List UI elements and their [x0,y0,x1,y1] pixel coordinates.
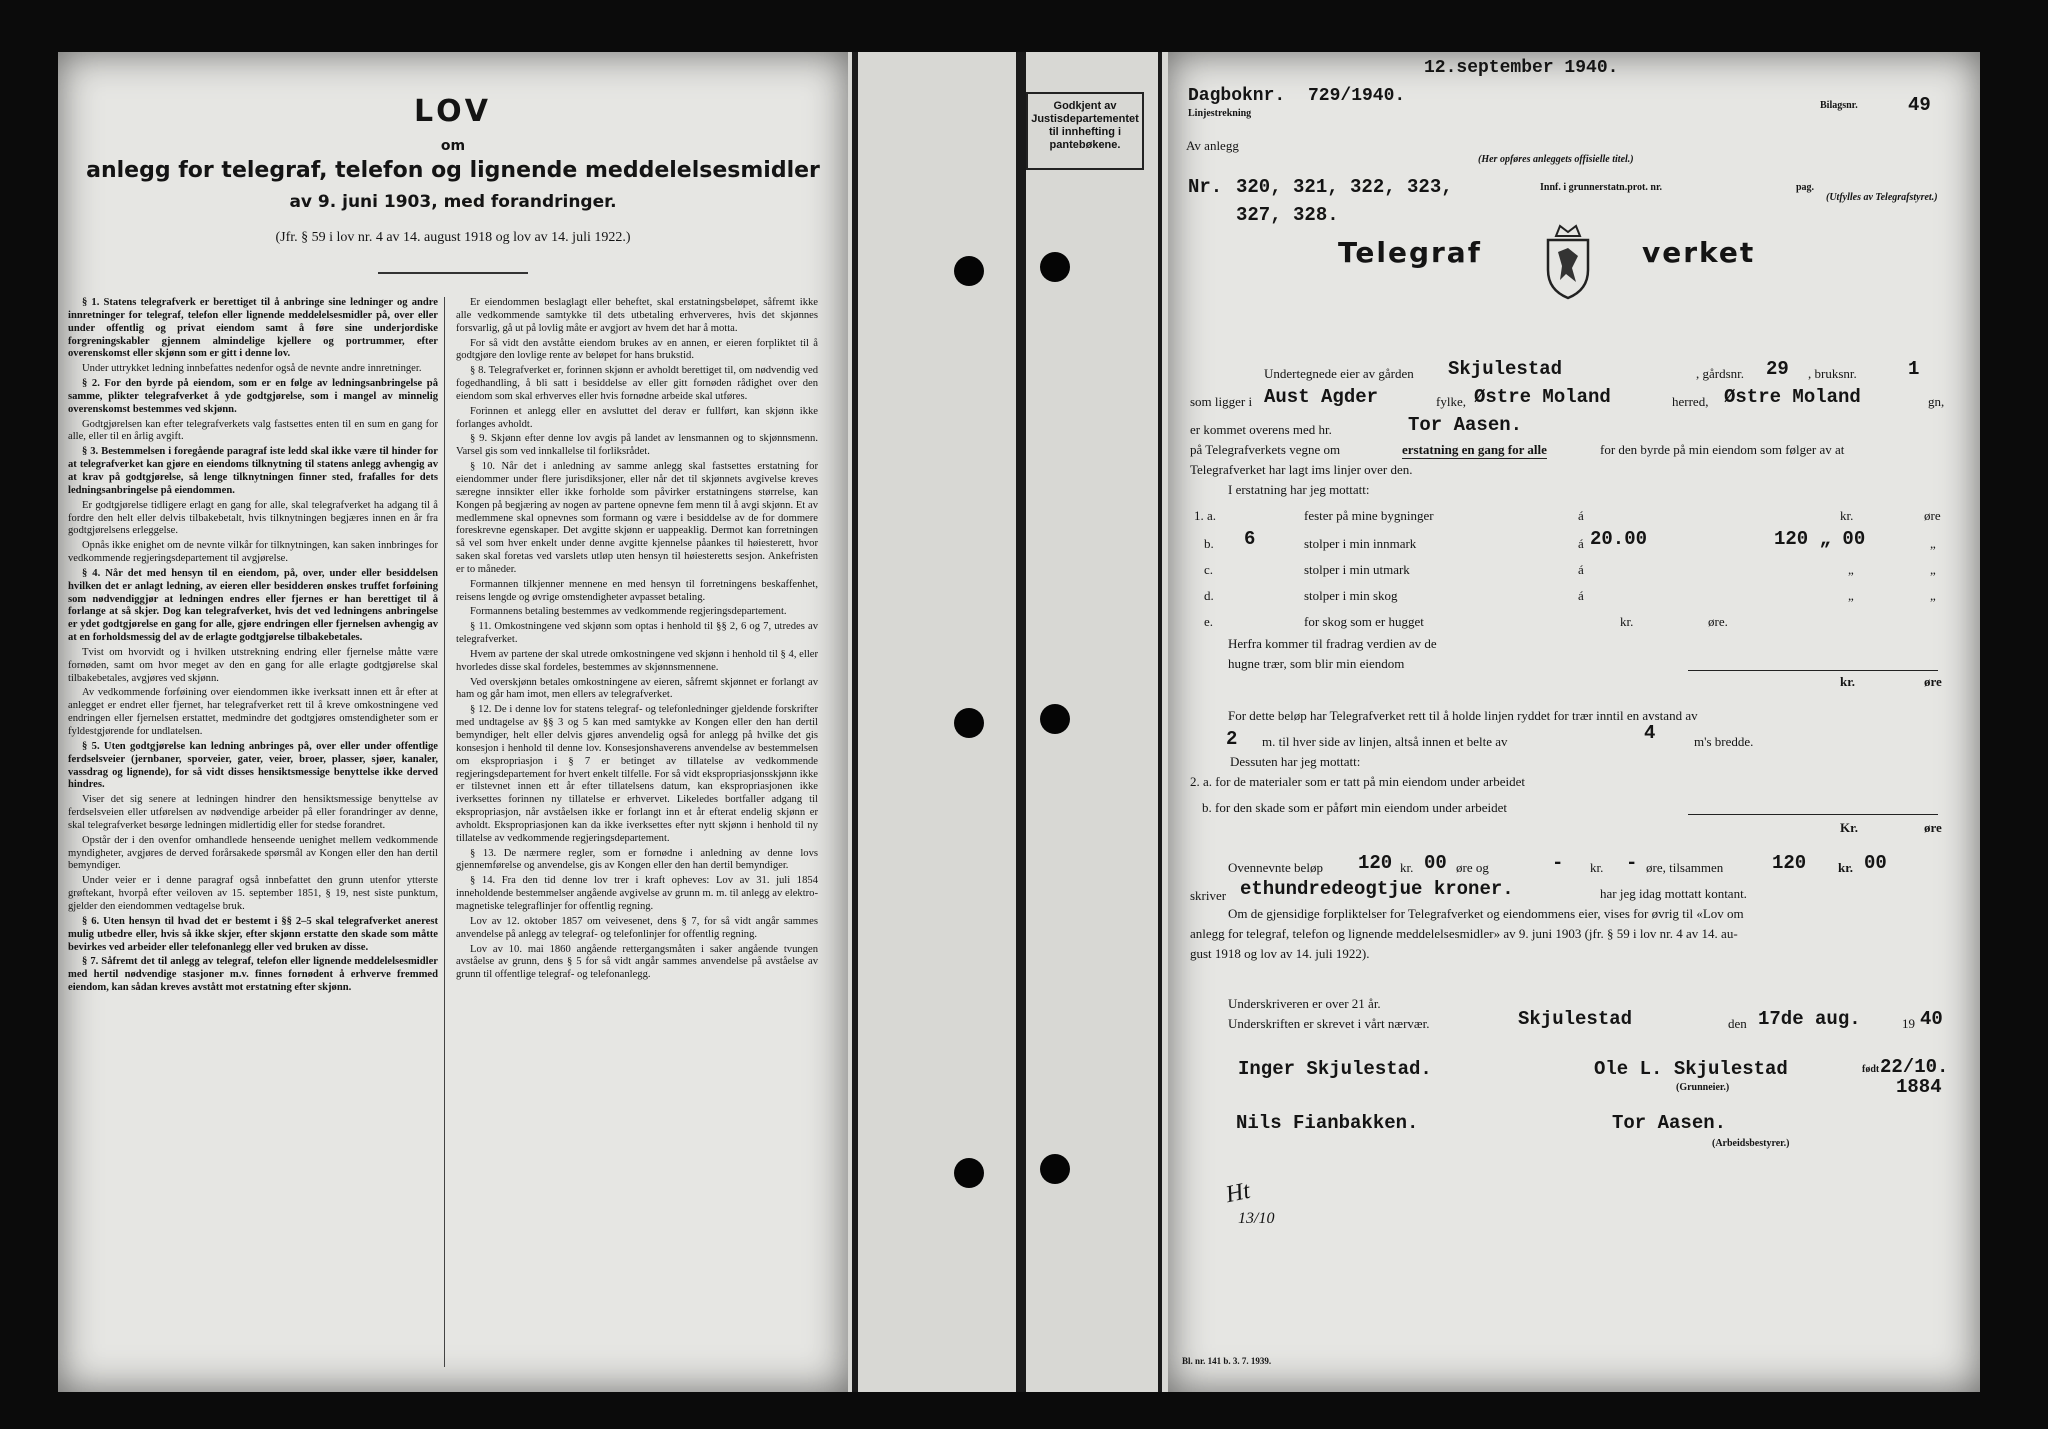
item-2b: b. for den skade som er påført min eiendom under arbeidet [1202,800,1508,815]
kr-label-a: kr. [1840,674,1856,689]
heading-telegraf: Telegraf [1338,236,1482,269]
law-paragraph: § 2. For den byrde på eiendom, som er en følge av ledningsanbringelse på samme, plikter telegrafverket å yde godtgjørelse, som i mangel av minnelig overenskomst bestemmes ved skjønn. [68,378,438,415]
kr-label-2: kr. [1590,860,1604,875]
law-paragraph: Formannens betaling bestemmes av vedkommende regjeringsdepartement. [470,606,787,618]
binding-hole [1040,704,1070,734]
herred-value-1: Østre Moland [1474,386,1611,408]
erstatning-label: I erstatning har jeg mottatt: [1228,482,1370,497]
binding-hole [1040,1154,1070,1184]
coat-of-arms-icon [1538,222,1598,302]
byrde-text: for den byrde på min eiendom som følger av at [1600,442,1845,457]
year-suffix: 40 [1920,1008,1943,1030]
document-date: 12.september 1940. [1424,58,1619,78]
law-paragraph: § 9. Skjønn efter denne lov avgis på landet av lensmannen og to skjønnsmenn. Varsel gis som ved innkallelse til forliksrådet. [456,433,818,458]
law-paragraph: Forinnen et anlegg eller en avsluttet del derav er fullført, kan skjønn ikke forlanges avholdt. [456,405,818,430]
law-paragraph: Opnås ikke enighet om de nevnte vilkår for tilknytningen, kan saken innbringes for vedkommende regjeringsdepartement til avgjørelse. [68,540,438,565]
law-paragraph: § 12. De i denne lov for statens telegraf- og telefonledninger gjeldende forskrifter med undtagelse av §§ 3 og 5 kan med samtykke av Kongen eller den han dertil bemyndiger, helt eller delvis gjøres anvendelig også for anlegg på hvilke det gis konsesjon i henhold til denne lov. Konsesjonshaverens anvendelse av bestemmelsen om ekspropriasjon i § 7 er betinget av tillatelse av vedkommende regjeringsdepartement for hvert enkelt tilfelle. For så vidt ekspropriasjonsskjønn ikke er tilstevnet innen ett år efter tillatelsens datum, kan ekspropriasjonen ikke iverksettes forinnen ny tillatelse er erhvervet. Likeledes bortfaller adgang til ekspropriasjon, når avståelsen ikke er forlangt inn et år efterat endelig skjønn er avholdt. Ekspropriasjonen kan da ikke iverksettes efter nytt skjønn i henhold til ny tillatelse av vedkommende regjeringsdepartement. [456,704,818,844]
law-paragraph: § 8. Telegrafverket er, forinnen skjønn er avholdt berettiget til, om nødvendig ved fogedhandling, å bli satt i besiddelse av eller gitt fornøden rådighet over den eiendom som skal erhverves eller hvis fornødne arbeide skal utføres. [456,365,818,402]
nr-label: Nr. [1188,176,1223,198]
ore-og: øre og [1456,860,1489,875]
fodt-label: født [1862,1064,1880,1075]
witness-2-signature: Nils Fianbakken. [1236,1112,1419,1134]
linjestrekning-label: Linjestrekning [1188,108,1252,119]
avstand-value: 2 [1226,728,1238,750]
law-paragraph: § 1. Statens telegrafverk er berettiget til å anbringe sine ledninger og andre innretninger for telegraf, telefon eller lignende meddelelsesmidler på, over eller under offentlig og privat eiendom samt å føre sine underjordiske forgreningskabler gjennem almindelige kjellere og portrummer, efter overenskomst eller skjønn som er gitt i denne lov. [68,297,438,360]
ovennevnte-label: Ovennevnte beløp [1228,860,1323,875]
herred-label: herred, [1672,394,1709,409]
law-paragraph: Er godtgjørelse tidligere erlagt en gang for alle, skal telegrafverket ha adgang til å fordre den helt eller delvis tilbakebetalt, hvis tilknytningen begjæres innen en år fra godtgjørelsens erleggelse. [68,499,438,537]
year-prefix: 19 [1902,1016,1915,1031]
law-paragraph: Tvist om hvorvidt og i hvilken utstrekning endring eller fjernelse måtte være fornøden, samt om hvor meget av den en gang for alle erlagte godtgjørelse skal tilbakebetales, avgjøres ved skjønn. [68,646,438,684]
law-paragraph: Under veier er i denne paragraf også innbefattet den grunn utenfor ytterste grøftekant, hvorpå efter veiloven av 15. september 1851, § 19, nest siste punktum, gjelder den eiendommen vedtagelse bruk. [68,875,438,912]
law-subtitle-date: av 9. juni 1903, med forandringer. [289,192,617,212]
binding-hole [954,1158,984,1188]
pag-label: pag. [1796,182,1815,193]
belte-value: 4 [1644,722,1656,744]
right-page-form: 12.september 1940. Dagboknr. 729/1940. Linjestrekning Bilagsnr. 49 Av anlegg (Her opføres anleggets offisielle titel.) Nr. 320, 321, 322, 323, 327, 328. Innf. i grunnerstatn.prot. nr. pag. (Utfylles av Telegrafstyret.) Telegraf verket Undertegnede eier av gården Skjulestad , gårdsnr. 29 , bruksnr. 1 som ligger i Aust Agder fylke, Østre Moland herred, Østre Moland gn, er kommet overens med hr. Tor Aasen. på Telegrafverkets vegne om erstatning en gang for alle for den byrde på min eiendom som følger av at Telegrafverket har lagt ims linjer over den. I erstatning har jeg mottatt: 1. a. fester på mine bygninger á kr. øre b. 6 stolper i min innmark á 20.00 120 „ 00 „ c. stolper i min utmark á „ „ d. stolper i min skog á „ „ e. for skog som er hugget kr. øre. Herfra kommer til fradrag verdien av de hugne trær, som blir min eiendom kr. øre For dette beløp har Telegrafverket rett til å holde linjen ryddet for trær inntil en avstand av 2 m. til hver side av linjen, altså innen et belte av 4 m's bredde. Dessuten har jeg mottatt: 2. a. for de materialer som er tatt på min eiendom under arbeidet b. for den skade som er påført min eiendom under arbeidet Kr. øre Ovennevnte beløp 120 kr. 00 øre og - kr. - øre, tilsammen 120 kr. 00 skriver ethundredeogtjue kroner. har jeg idag mottatt kontant. Om de gjensidige forpliktelser for Telegrafverket og eiendommens eier, vises for øvrig til «Lov om anlegg for telegraf, telefon og lignende meddelelsesmidler» av 9. juni 1903 (jfr. § 59 i lov nr. 4 av 14. au- gust 1918 og lov av 14. juli 1922). Underskriveren er over 21 år. Underskriften er skrevet i vårt nærvær. Skjulestad den 17de aug. 19 40 Inger Skjulestad. Ole L. Skjulestad (Grunneier.) født 22/10. 1884 Nils Fianbakken. Tor Aasen. (Arbeidsbestyrer.) Ht 13/10 Bl. nr. 141 b. 3. 7. 1939. [1168,52,1980,1392]
law-paragraph: Under uttrykket ledning innbefattes nedenfor også de nevnte andre innretninger. [82,363,422,375]
erstatning-text: erstatning en gang for alle [1402,442,1547,457]
law-title: LOV [414,94,492,129]
born-year: 1884 [1896,1076,1942,1098]
gard-value: Skjulestad [1448,358,1563,380]
ryddet-text: For dette beløp har Telegrafverket rett til å holde linjen ryddet for trær inntil en avstand av [1228,708,1698,723]
witness-1-signature: Inger Skjulestad. [1238,1058,1432,1080]
ore-label-b: øre [1924,820,1942,835]
item-2a: 2. a. for de materialer som er tatt på min eiendom under arbeidet [1190,774,1525,789]
dash-2: - [1626,852,1638,874]
left-page-law-text [58,52,848,1392]
law-paragraph: § 11. Omkostningene ved skjønn som optas i henhold til §§ 2, 6 og 7, utredes av telegrafverket. [456,621,818,646]
binding-hole [1040,252,1070,282]
belte-text: m's bredde. [1694,734,1754,749]
footer-print-code: Bl. nr. 141 b. 3. 7. 1939. [1182,1356,1272,1366]
utfylles-note: (Utfylles av Telegrafstyret.) [1826,192,1938,203]
law-column-left [68,297,438,997]
handwritten-initials-date: 13/10 [1238,1210,1275,1227]
total-ore: 00 [1864,852,1887,874]
total-kr-label: kr. [1838,860,1854,875]
binding-hole [954,708,984,738]
mottatt-text: har jeg idag mottatt kontant. [1600,886,1747,901]
bilagsnr-label: Bilagsnr. [1820,100,1858,111]
over21-text: Underskriveren er over 21 år. [1228,996,1381,1011]
born-value: 22/10. [1880,1056,1949,1078]
law-reference-line-1: Om de gjensidige forpliktelser for Telegrafverket og eiendommens eier, vises for øvrig til «Lov om [1228,906,1744,921]
fradrag-line-2: hugne trær, som blir min eiendom [1228,656,1405,671]
arbeidsbestyrer-label: (Arbeidsbestyrer.) [1712,1138,1790,1149]
law-paragraph: Er eiendommen beslaglagt eller beheftet, skal erstatningsbeløpet, såfremt ikke alle vedkommende samtykke til dets utbetaling erhververes, hvis det skjønnes forsvarlig, gå ut på lovlig måte er avgjort av hvem det har å motta. [456,297,818,334]
dagbok-value: 729/1940. [1308,86,1406,106]
spine-right [1016,52,1026,1392]
den-label: den [1728,1016,1747,1031]
dash-1: - [1552,852,1564,874]
law-paragraph: § 6. Uten hensyn til hvad det er bestemt i §§ 2–5 skal telegrafverket anerest mulig utbedre eller, hvis så ikke skjer, efter skjønn erstatte den skade som måtte bevirkes ved arbeider eller telefonanlegg eller ved bruken av disse. [68,915,438,953]
handwritten-initials: Ht [1223,1177,1253,1209]
sum-kr: 120 [1358,852,1393,874]
gardsnr-value: 29 [1766,358,1789,380]
law-paragraph: Viser det sig senere at ledningen hindrer den hensiktsmessige benyttelse av ferdselsveien eller utførelsen av nødvendige arbeider på eller forandringer av denne, skal telegrafverket besørge ledningen midlertidig eller for stedse forandret. [68,794,438,831]
sum-rule-2 [1688,814,1938,815]
law-subtitle-main: anlegg for telegraf, telefon og lignende meddelelsesmidler [86,158,820,183]
law-paragraph: Lov av 10. mai 1860 angående rettergangsmåten i saker angående tvungen avståelse av grunn, dens § 5 for så vidt angår sammes anvendelse på avståelse av grunn til offentlige telegraf- og telefonanlegg. [456,943,818,981]
ornament-divider [378,272,528,274]
amount-in-words: ethundredeogtjue kroner. [1240,878,1514,900]
av-anlegg-label: Av anlegg [1186,138,1239,153]
sum-ore: 00 [1424,852,1447,874]
bruksnr-label: , bruksnr. [1808,366,1857,381]
law-paragraph: § 3. Bestemmelsen i foregående paragraf iste ledd skal ikke være til hinder for at telegrafverket kan gjøre en eiendoms tilknytning til statens anlegg avhengig av at krav på godtgjørelse, så lenge tilknytningen finner sted, frafalles for dets ledningsanbringelse på eiendommen. [68,446,438,496]
skriver-label: skriver [1190,888,1227,903]
sum-kr-label: kr. [1400,860,1414,875]
law-paragraph: Av vedkommende forføining over eiendommen ikke iverksatt innen ett år efter at anlegget er endret eller fjernet, har telegrafverket rett til å kreve omkostningene ved endringen eller fjernelsen erstattet, medmindre det godtgjøres omstendigheter som er fyldestgjørende for undlatelsen. [68,687,438,737]
nr-line-1: 320, 321, 322, 323, [1236,176,1453,198]
linjer-text: Telegrafverket har lagt ims linjer over den. [1190,462,1413,477]
approval-stamp: Godkjent av Justisdepartementet til innhefting i pantebøkene. [1026,92,1144,170]
law-paragraph: § 4. Når det med hensyn til en eiendom, på, over, under eller besiddelsen hvilken det er anlagt ledning, av eieren eller besidderen ønskes truffet forføining som nødvendiggjør at ledningen endres eller fjernes er han berettiget til å forlange at så skjer. Dog kan telegrafverket, hvis det ved ledningens anbringelse er ydet godtgjørelse en gang for alle, gjøre endringen eller fjernelsen avhengig av at en forholdsmessig del av de erlagte godtgjørelse tilbakebetales. [68,567,438,644]
total-kr: 120 [1772,852,1807,874]
law-paragraph: For så vidt den avståtte eiendom brukes av en annen, er eieren forpliktet til å godtgjøre den lovlige rente av beløpet for hans brukstid. [456,337,818,362]
law-paragraph: § 14. Fra den tid denne lov trer i kraft opheves: Lov av 31. juli 1854 inneholdende bestemmelser angående avgivelse av grunn m. m. til anlegg av elektro-magnetiske telegraflinjer for offentlig regning. [456,875,818,912]
law-paragraph: Lov av 12. oktober 1857 om veivesenet, dens § 7, for så vidt angår sammes anvendelse på anlegg av telegraf- og telefonlinjer for offentlig regning. [456,915,818,940]
law-paragraph: Hvem av partene der skal utrede omkostningene ved skjønn i henhold til § 4, eller hvorledes disse skal fordeles, bestemmes av skjønnsmennene. [456,648,818,673]
fradrag-line-1: Herfra kommer til fradrag verdien av de [1228,636,1437,651]
law-reference-line-3: gust 1918 og lov av 14. juli 1922). [1190,946,1370,961]
law-paragraph: § 7. Såfremt det til anlegg av telegraf, telefon eller lignende meddelelsesmidler med hertil nødvendige stasjoner m.v. finnes fornødent å erhverve fremmed eiendom, kan sådan kreves avstått mot erstatning efter skjønn. [68,956,438,994]
law-paragraph: § 5. Uten godtgjørelse kan ledning anbringes på, over eller under offentlige ferdselsveier (jernbaner, sporveier, gater, veier, broer, plasser, sjøer, kanaler, vassdrag og lignende), for så vidt disses hensiktsmessige benyttelse ikke derved hindres. [68,740,438,791]
innf-label: Innf. i grunnerstatn.prot. nr. [1540,182,1662,193]
place-value: Skjulestad [1518,1008,1633,1030]
fylke-label: fylke, [1436,394,1466,409]
avstand-text: m. til hver side av linjen, altså innen et belte av [1262,734,1508,749]
kr-label-b: Kr. [1840,820,1858,835]
tilsammen-label: øre, tilsammen [1646,860,1724,875]
law-paragraph: Ved overskjønn betales omkostningene av eieren, såfremt skjønnet er forlangt av ham og går ham imot, men ellers av telegrafverket. [456,676,818,701]
law-paragraph: § 13. De nærmere regler, som er fornødne i anledning av denne lovs gjennemførelse og anvendelse, gis av Kongen eller den han dertil bemyndiger. [456,847,818,872]
official-title-note: (Her opføres anleggets offisielle titel.) [1478,154,1634,165]
law-paragraph: Formannen tilkjenner mennene en med hensyn til forretningens beskaffenhet, reisens lengde og øvrige omstendigheter avpasset betaling. [456,578,818,603]
paa-vegne-text: på Telegrafverkets vegne om [1190,442,1341,457]
nr-line-2: 327, 328. [1236,204,1339,226]
som-ligger-label: som ligger i [1190,394,1253,409]
undertegnede-label: Undertegnede eier av gården [1264,366,1414,381]
bilagsnr-value: 49 [1908,94,1931,116]
owner-signature: Ole L. Skjulestad [1594,1058,1788,1080]
gardsnr-label: , gårdsnr. [1696,366,1745,381]
grunneier-label: (Grunneier.) [1676,1082,1730,1093]
sogn-suffix: gn, [1928,394,1945,409]
column-divider [444,297,445,1367]
hr-value: Tor Aasen. [1408,414,1523,436]
heading-verket: verket [1642,236,1756,269]
binding-hole [954,256,984,286]
dagbok-label: Dagboknr. [1188,86,1286,106]
law-reference-line-2: anlegg for telegraf, telefon og lignende meddelelsesmidler» av 9. juni 1903 (jfr. § 59 i lov nr. 4 av 14. au- [1190,926,1738,941]
law-reference: (Jfr. § 59 i lov nr. 4 av 14. august 1918 og lov av 14. juli 1922.) [275,230,631,245]
foreman-signature: Tor Aasen. [1612,1112,1727,1134]
kommet-label: er kommet overens med hr. [1190,422,1332,437]
law-paragraph: Godtgjørelsen kan efter telegrafverkets valg fastsettes enten til en sum en gang for alle, eller til en årlig avgift. [68,418,438,443]
sign-date: 17de aug. [1758,1008,1861,1030]
law-paragraph: Opstår der i den ovenfor omhandlede henseende uenighet mellem vedkommende myndigheter, avgjøres de derved forårsakede spørsmål av Kongen eller den han dertil bemyndiger. [68,834,438,872]
sum-rule [1688,670,1938,671]
ore-label-a: øre [1924,674,1942,689]
herred-value-2: Østre Moland [1724,386,1861,408]
binding-strip [848,52,1168,1392]
law-column-right [456,297,818,984]
law-subtitle-om: om [440,138,466,154]
spine-far-right [1158,52,1162,1392]
fylke-value: Aust Agder [1264,386,1379,408]
desuten-label: Dessuten har jeg mottatt: [1230,754,1361,769]
bruksnr-value: 1 [1908,358,1920,380]
narvaer-text: Underskriften er skrevet i vårt nærvær. [1228,1016,1430,1031]
law-paragraph: § 10. Når det i anledning av samme anlegg skal fastsettes erstatning for eiendommer under flere jurisdiksjoner, eller når det til skjønnets avgivelse kreves særegne innsikter eller ikke forholde som påvirker erstatningens størrelse, kan Kongen på begjæring av nogen av partene opnevne fem menn til å avgi skjønn. Et av medlemmene skal opnevnes som formann og være i besiddelse av de for dommere foreskrevne egenskaper. Det avgitte skjønn er uappeaklig. Dermot kan forretningen så vel som hver enkelt under denne avgitte kjennelse påankes til høiesterett, hvor saken skal foretas ved varslets utløp uten hensyn til høiesteretts sesjon. Ankefristen er to måneder. [456,461,818,575]
spine-left [852,52,858,1392]
